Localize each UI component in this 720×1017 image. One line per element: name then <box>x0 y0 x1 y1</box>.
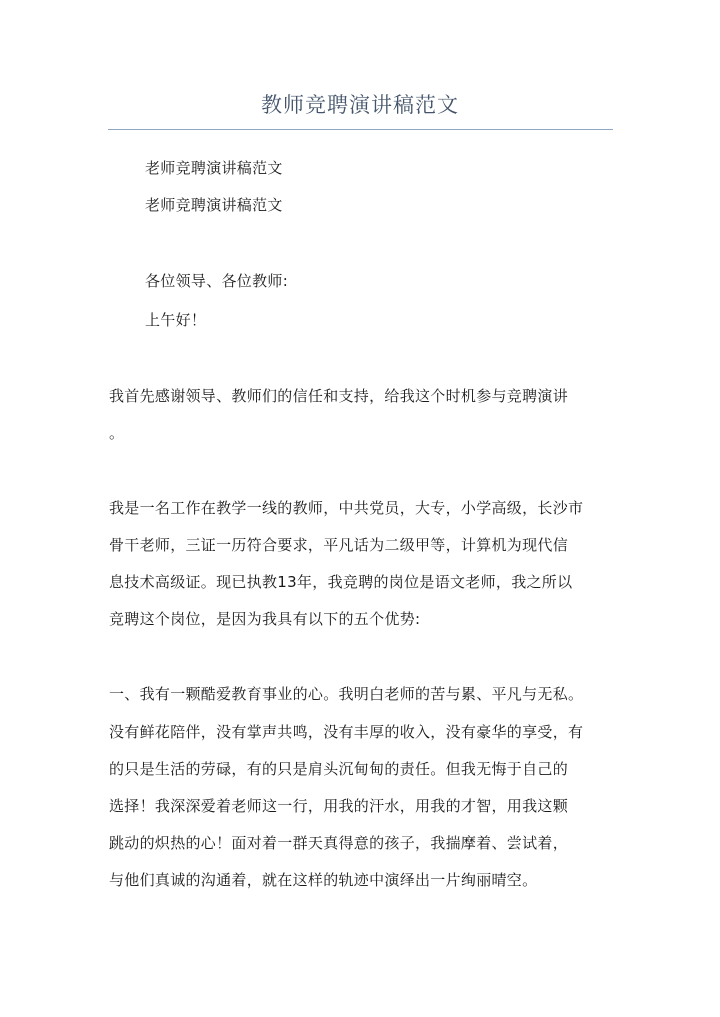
paragraph-2-line-4: 竞聘这个岗位，是因为我具有以下的五个优势: <box>109 610 421 628</box>
paragraph-2-line-1: 我是一名工作在教学一线的教师，中共党员，大专，小学高级，长沙市 <box>109 499 584 517</box>
paragraph-3-line-5: 跳动的炽热的心！面对着一群天真得意的孩子，我揣摩着、尝试着， <box>109 834 569 852</box>
title-divider <box>108 129 613 130</box>
paragraph-2-line-3: 息技术高级证。现已执教13年，我竞聘的岗位是语文老师，我之所以 <box>109 573 573 591</box>
paragraph-3-line-2: 没有鲜花陪伴，没有掌声共鸣，没有丰厚的收入，没有豪华的享受，有 <box>109 723 584 741</box>
paragraph-3-line-4: 选择！我深深爱着老师这一行，用我的汗水，用我的才智，用我这颗 <box>109 797 569 815</box>
intro-line-2: 老师竞聘演讲稿范文 <box>145 196 283 214</box>
salutation: 各位领导、各位教师: <box>145 272 289 290</box>
paragraph-3-line-1: 一、我有一颗酷爱教育事业的心。我明白老师的苦与累、平凡与无私。 <box>109 685 584 703</box>
paragraph-1-line-2: 。 <box>109 424 125 442</box>
paragraph-1-line-1: 我首先感谢领导、教师们的信任和支持，给我这个时机参与竞聘演讲 <box>109 387 569 405</box>
paragraph-2-line-2: 骨干老师，三证一历符合要求，平凡话为二级甲等，计算机为现代信 <box>109 536 569 554</box>
paragraph-3-line-6: 与他们真诚的沟通着，就在这样的轨迹中演绎出一片绚丽晴空。 <box>109 871 538 889</box>
greeting: 上午好！ <box>145 311 207 329</box>
document-title: 教师竞聘演讲稿范文 <box>261 93 459 117</box>
paragraph-3-line-3: 的只是生活的劳碌，有的只是肩头沉甸甸的责任。但我无悔于自己的 <box>109 760 569 778</box>
intro-line-1: 老师竞聘演讲稿范文 <box>145 159 283 177</box>
